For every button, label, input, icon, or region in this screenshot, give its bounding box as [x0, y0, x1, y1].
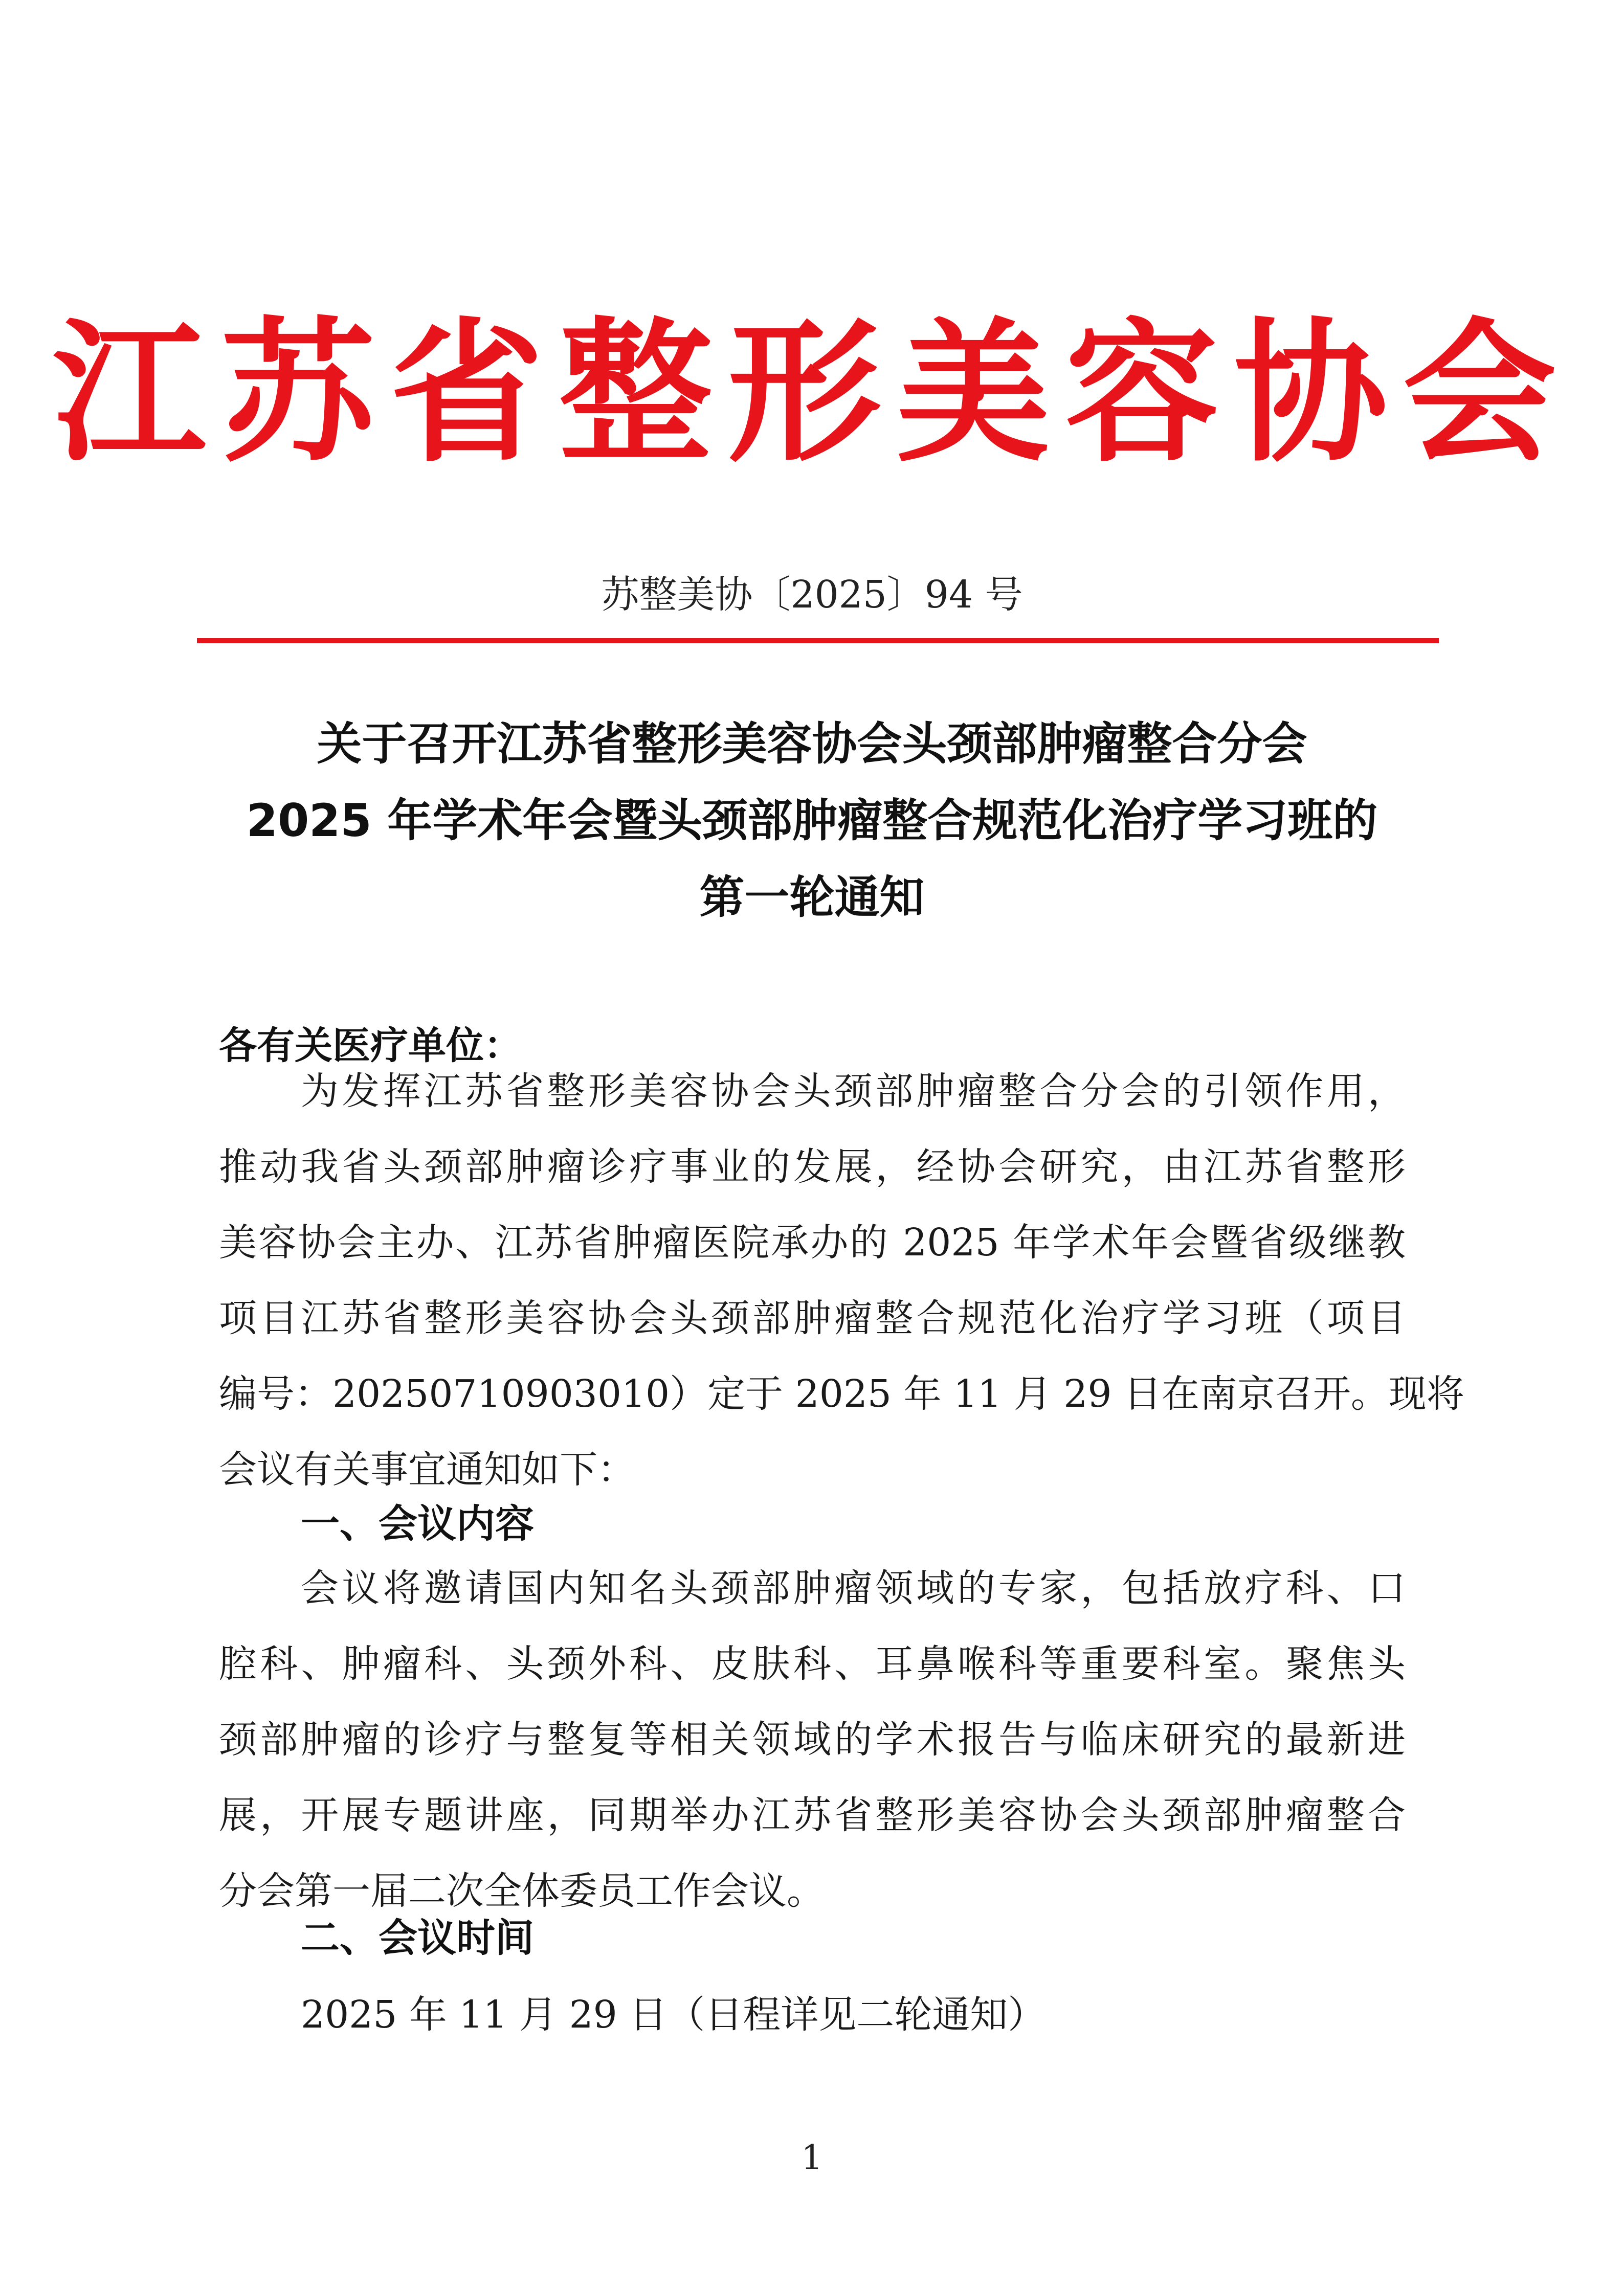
document-number: 苏整美协〔2025〕94 号 — [601, 573, 1023, 617]
paragraph-line: 腔科、肿瘤科、头颈外科、皮肤科、耳鼻喉科等重要科室。聚焦头 — [219, 1642, 1406, 1686]
meeting-time: 2025 年 11 月 29 日（日程详见二轮通知） — [301, 1993, 1046, 2037]
content-paragraph — [219, 1550, 1406, 1929]
title-line: 第一轮通知 — [699, 871, 925, 924]
section-heading-time: 二、会议时间 — [301, 1915, 534, 1961]
section-heading-content: 一、会议内容 — [301, 1501, 534, 1546]
paragraph-line: 会议有关事宜通知如下： — [219, 1448, 635, 1492]
organization-name: 江苏省整形美容协会 — [52, 304, 1572, 483]
title-line: 关于召开江苏省整形美容协会头颈部肿瘤整合分会 — [317, 717, 1307, 770]
paragraph-line: 美容协会主办、江苏省肿瘤医院承办的 2025 年学术年会暨省级继教 — [219, 1221, 1406, 1265]
page-number: 1 — [801, 2138, 823, 2177]
document-title — [0, 706, 1624, 936]
paragraph-line: 分会第一届二次全体委员工作会议。 — [219, 1869, 825, 1913]
paragraph-line: 为发挥江苏省整形美容协会头颈部肿瘤整合分会的引领作用， — [301, 1069, 1406, 1113]
paragraph-line: 项目江苏省整形美容协会头颈部肿瘤整合规范化治疗学习班（项目 — [219, 1296, 1406, 1340]
paragraph-line: 会议将邀请国内知名头颈部肿瘤领域的专家，包括放疗科、口 — [301, 1566, 1406, 1610]
paragraph-line: 颈部肿瘤的诊疗与整复等相关领域的学术报告与临床研究的最新进 — [219, 1718, 1406, 1762]
paragraph-line: 展，开展专题讲座，同期举办江苏省整形美容协会头颈部肿瘤整合 — [219, 1793, 1406, 1837]
salutation: 各有关医疗单位： — [219, 1024, 522, 1068]
header-divider — [197, 638, 1439, 643]
paragraph-line: 编号：20250710903010）定于 2025 年 11 月 29 日在南京召开。现将 — [219, 1372, 1464, 1416]
intro-paragraph — [219, 1053, 1464, 1507]
paragraph-line: 推动我省头颈部肿瘤诊疗事业的发展，经协会研究，由江苏省整形 — [219, 1145, 1406, 1189]
title-line: 2025 年学术年会暨头颈部肿瘤整合规范化治疗学习班的 — [246, 794, 1378, 847]
